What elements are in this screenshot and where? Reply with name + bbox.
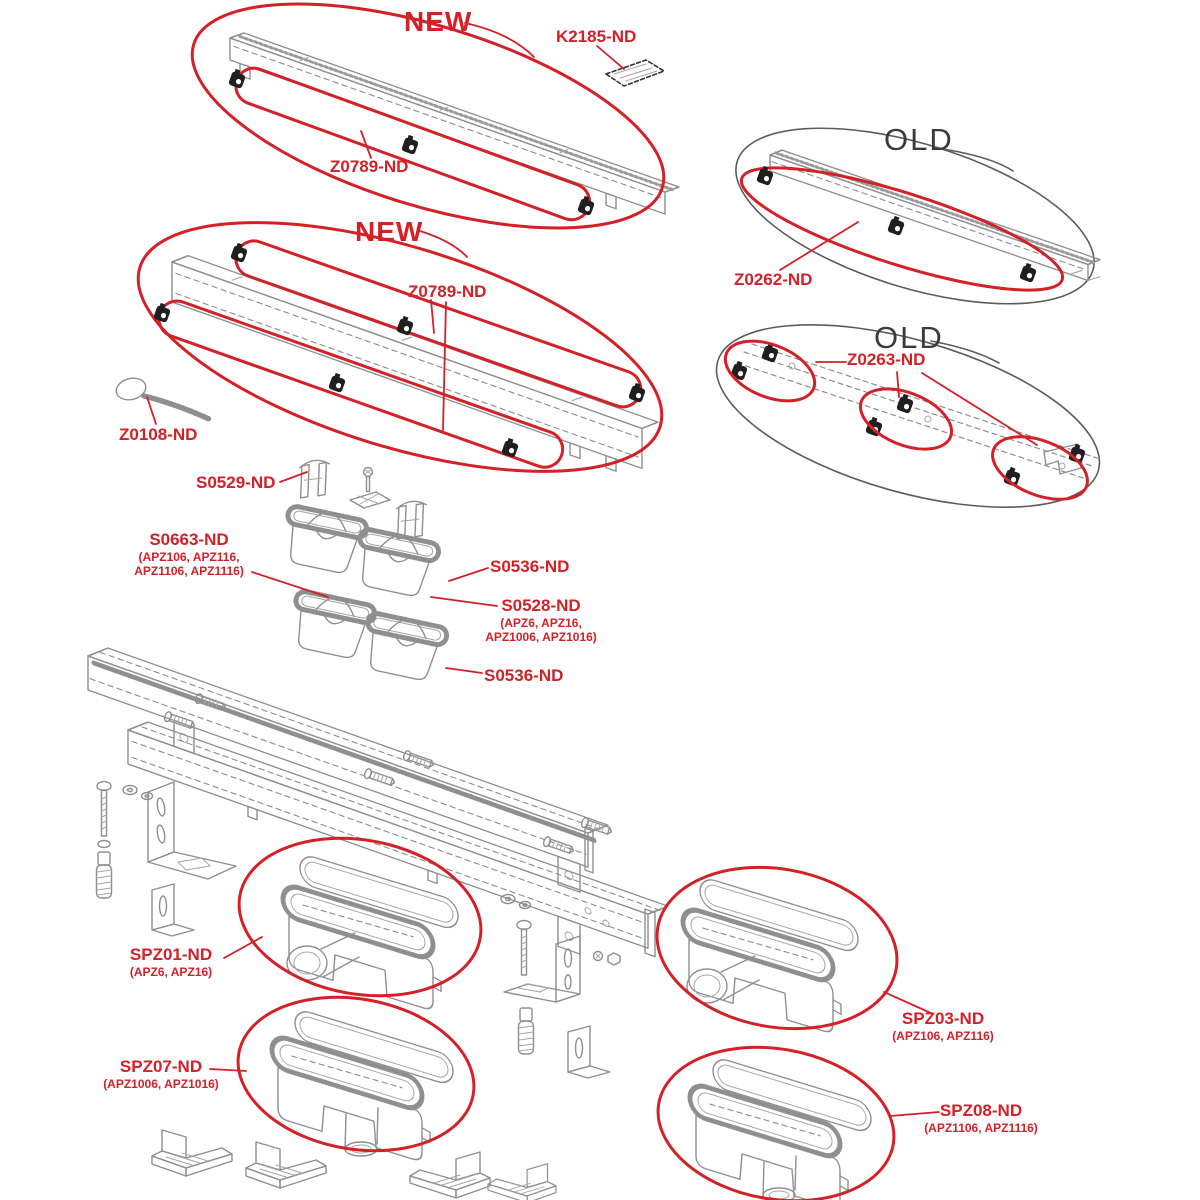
angle-bracket-sketch bbox=[568, 1026, 610, 1078]
insert-parts-group bbox=[252, 458, 497, 683]
l-bracket-sketch bbox=[504, 936, 580, 1002]
label-z0108: Z0108-ND bbox=[119, 425, 198, 444]
old-top-tag: OLD bbox=[884, 122, 954, 157]
label-s0528-sub1: (APZ6, APZ16, bbox=[500, 616, 582, 630]
s0536-lower-leader bbox=[446, 668, 482, 673]
strainer-basket-sketch bbox=[278, 504, 368, 576]
end-caps-group bbox=[152, 1130, 556, 1200]
label-spz07 bbox=[94, 1058, 228, 1091]
screw-icon bbox=[363, 768, 396, 788]
label-z0263: Z0263-ND bbox=[847, 350, 926, 369]
label-s0528-sub2: APZ1006, APZ1016) bbox=[485, 630, 597, 645]
z0263-leaders bbox=[816, 362, 1037, 445]
wall-anchor-icon bbox=[519, 1008, 534, 1054]
label-spz03-sub: (APZ106, APZ116) bbox=[892, 1029, 994, 1043]
label-spz03-main: SPZ03-ND bbox=[901, 1009, 985, 1028]
label-z0789-bottom: Z0789-ND bbox=[408, 282, 487, 301]
clip-icon bbox=[887, 215, 906, 236]
clip-icon bbox=[230, 242, 249, 263]
spz03-group bbox=[683, 876, 858, 1036]
clip-icon bbox=[328, 372, 347, 393]
new-bottom-leader bbox=[420, 231, 467, 257]
gasket-sketch bbox=[700, 876, 858, 954]
clip-icon bbox=[628, 382, 647, 403]
spz03-ellipse bbox=[644, 849, 910, 1047]
label-s0663-sub1: (APZ106, APZ116, bbox=[138, 550, 240, 564]
label-spz01-main: SPZ01-ND bbox=[129, 945, 213, 964]
clip-icon bbox=[1019, 262, 1038, 283]
grate-insert-sketch bbox=[606, 60, 664, 86]
new-top-tag: NEW bbox=[404, 6, 473, 37]
label-s0663-main: S0663-ND bbox=[149, 530, 229, 549]
label-spz07-sub: (APZ1006, APZ1016) bbox=[103, 1077, 219, 1091]
label-spz01-sub: (APZ6, APZ16) bbox=[129, 965, 213, 979]
small-bolt-nut-icon bbox=[594, 952, 621, 966]
hardware-center-group bbox=[501, 895, 620, 1079]
hook-tool-sketch bbox=[114, 375, 209, 419]
washer-icon bbox=[98, 841, 110, 848]
strainer-basket-sketch bbox=[286, 589, 376, 661]
angle-bracket-sketch bbox=[152, 884, 194, 936]
label-z0789-top: Z0789-ND bbox=[330, 157, 409, 176]
spz01-ellipse bbox=[226, 820, 493, 1014]
screw-icon bbox=[163, 711, 196, 731]
clip-icon bbox=[401, 134, 420, 155]
gasket-strip-outline-upper bbox=[231, 236, 646, 412]
wall-anchor-icon bbox=[97, 852, 112, 898]
label-k2185: K2185-ND bbox=[556, 27, 637, 46]
label-spz08-main: SPZ08-ND bbox=[939, 1101, 1023, 1120]
new-top-leader bbox=[465, 23, 534, 57]
drain-channel-sketch bbox=[770, 146, 1100, 285]
label-spz01 bbox=[114, 946, 228, 979]
label-spz07-main: SPZ07-ND bbox=[119, 1057, 203, 1076]
label-z0262: Z0262-ND bbox=[734, 270, 813, 289]
s0536-upper-leader bbox=[449, 568, 488, 581]
label-s0536-lower: S0536-ND bbox=[484, 666, 564, 685]
siphon-body-sketch bbox=[272, 1034, 430, 1164]
old-bottom-tag: OLD bbox=[874, 320, 944, 355]
screw-icon bbox=[402, 750, 435, 770]
label-spz08 bbox=[914, 1102, 1048, 1135]
label-s0663-sub2: APZ1106, APZ1116) bbox=[134, 564, 244, 579]
spz08-group bbox=[690, 1056, 871, 1200]
spz01-group bbox=[283, 853, 458, 1013]
k2185-leader bbox=[597, 46, 624, 69]
z0262-leader bbox=[780, 222, 858, 270]
z0263-ellipse-2 bbox=[852, 377, 960, 461]
bolt-icon bbox=[517, 921, 531, 976]
screw-plate-sketch bbox=[350, 468, 390, 509]
label-spz03 bbox=[882, 1010, 1004, 1043]
end-cap-sketch bbox=[246, 1142, 326, 1188]
label-s0536-upper: S0536-ND bbox=[490, 557, 570, 576]
s0529-leader bbox=[280, 472, 307, 482]
clip-icon bbox=[577, 195, 596, 216]
label-s0529: S0529-ND bbox=[196, 473, 276, 492]
new-bottom-tag: NEW bbox=[355, 216, 424, 247]
end-cap-sketch bbox=[152, 1130, 232, 1176]
end-cap-sketch bbox=[488, 1164, 556, 1200]
s0663-leader bbox=[252, 572, 328, 597]
label-s0663 bbox=[126, 531, 252, 578]
l-bracket-sketch bbox=[148, 782, 236, 879]
label-s0528 bbox=[478, 597, 604, 644]
bolt-icon bbox=[97, 782, 111, 837]
label-spz08-sub: (APZ1106, APZ1116) bbox=[924, 1121, 1038, 1135]
channel-assembly-group bbox=[88, 641, 668, 985]
hardware-left-group bbox=[97, 782, 237, 937]
end-cap-sketch bbox=[410, 1152, 490, 1198]
holder-clip-sketch bbox=[297, 458, 330, 500]
label-s0528-main: S0528-ND bbox=[501, 596, 581, 615]
